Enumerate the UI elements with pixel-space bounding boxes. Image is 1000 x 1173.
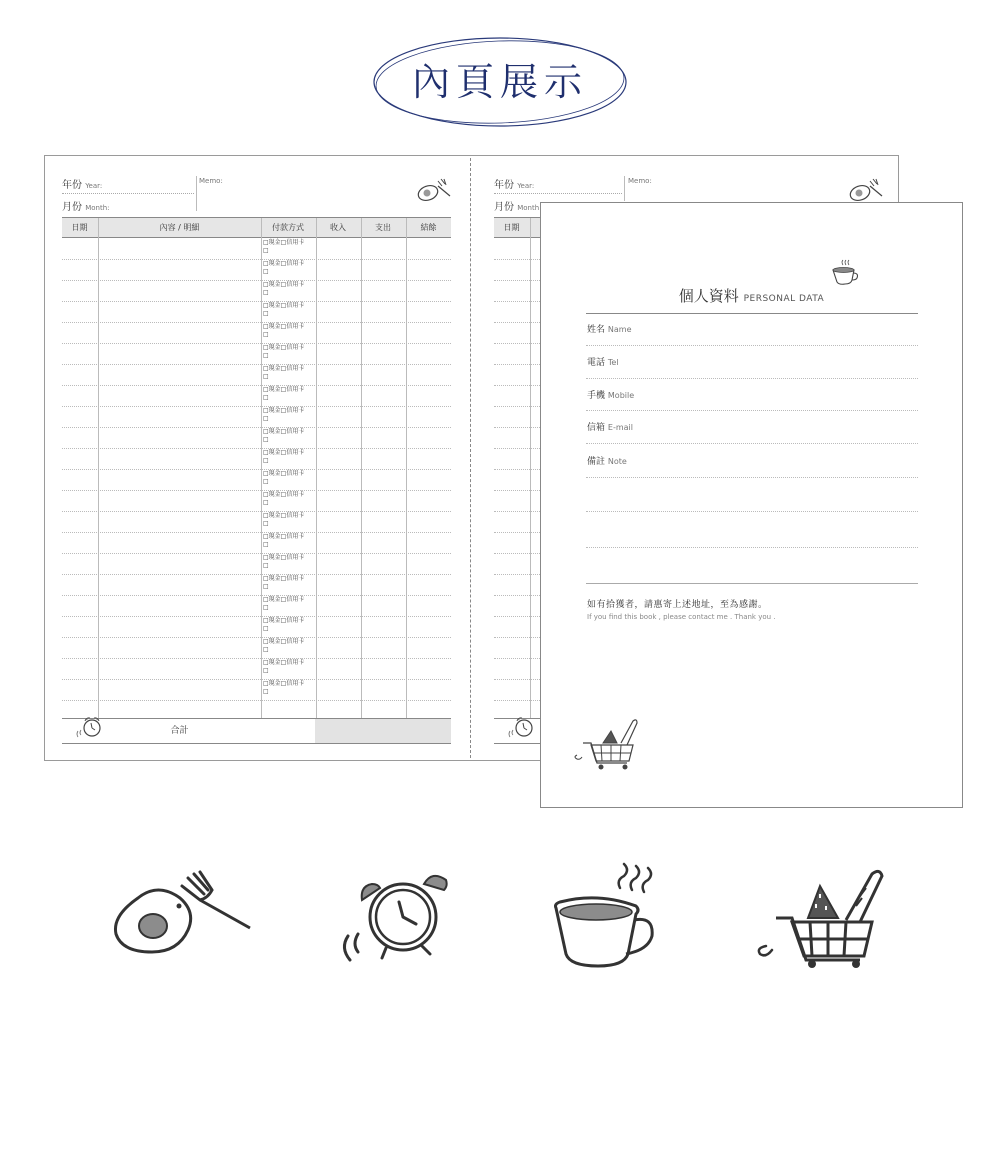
table-row-right bbox=[494, 385, 540, 386]
payment-options[interactable] bbox=[263, 491, 304, 507]
card-bottom-rule bbox=[586, 583, 918, 584]
finder-message-en: If you find this book , please contact me . Thank you . bbox=[587, 613, 776, 621]
payment-cash-credit-checkboxes[interactable]: □現金□信用卡 bbox=[263, 302, 305, 309]
total-label: 合計 bbox=[170, 726, 189, 736]
table-row bbox=[62, 637, 451, 638]
payment-options[interactable] bbox=[263, 323, 304, 339]
field-line bbox=[586, 410, 918, 411]
table-row bbox=[62, 532, 451, 533]
payment-options[interactable] bbox=[263, 365, 304, 381]
table-row-right bbox=[494, 490, 540, 491]
col-balance: 結餘 bbox=[420, 223, 437, 232]
payment-other-checkbox[interactable]: □ bbox=[263, 604, 269, 611]
table-row bbox=[62, 658, 451, 659]
month-field-right bbox=[494, 198, 539, 213]
payment-cash-credit-checkboxes[interactable]: □現金□信用卡 bbox=[263, 575, 305, 582]
table-row-right bbox=[494, 700, 540, 701]
payment-cash-credit-checkboxes[interactable]: □現金□信用卡 bbox=[263, 260, 305, 267]
table-row-right bbox=[494, 259, 540, 260]
payment-cash-credit-checkboxes[interactable]: □現金□信用卡 bbox=[263, 554, 305, 561]
table-row-right bbox=[494, 448, 540, 449]
payment-other-checkbox[interactable]: □ bbox=[263, 394, 269, 401]
field-mobile bbox=[587, 388, 634, 401]
payment-options[interactable] bbox=[263, 659, 304, 675]
table-row bbox=[62, 553, 451, 554]
field-mobile-en: Mobile bbox=[607, 391, 635, 400]
total-shade bbox=[315, 719, 451, 743]
payment-other-checkbox[interactable]: □ bbox=[263, 268, 269, 275]
field-name bbox=[587, 322, 632, 335]
payment-other-checkbox[interactable]: □ bbox=[263, 373, 269, 380]
table-row bbox=[62, 427, 451, 428]
field-line bbox=[586, 443, 918, 444]
table-row bbox=[62, 343, 451, 344]
year-field bbox=[62, 176, 102, 191]
month-label-en-right: Month bbox=[517, 204, 540, 212]
year-label-right: 年份 bbox=[494, 180, 514, 191]
memo-label: Memo: bbox=[199, 177, 223, 185]
field-line bbox=[586, 378, 918, 379]
field-mobile-cn: 手機 bbox=[587, 391, 606, 401]
table-row-right bbox=[494, 658, 540, 659]
payment-other-checkbox[interactable]: □ bbox=[263, 310, 269, 317]
card-title-en: PERSONAL DATA bbox=[743, 294, 825, 304]
payment-cash-credit-checkboxes[interactable]: □現金□信用卡 bbox=[263, 680, 305, 687]
card-title-cn: 個人資料 bbox=[678, 287, 739, 305]
payment-other-checkbox[interactable]: □ bbox=[263, 667, 269, 674]
payment-options[interactable] bbox=[263, 617, 304, 633]
table-row-right bbox=[494, 406, 540, 407]
table-row bbox=[62, 469, 451, 470]
year-line bbox=[62, 193, 194, 194]
table-row bbox=[62, 280, 451, 281]
page-title bbox=[370, 33, 630, 131]
payment-cash-credit-checkboxes[interactable]: □現金□信用卡 bbox=[263, 617, 305, 624]
payment-cash-credit-checkboxes[interactable]: □現金□信用卡 bbox=[263, 323, 305, 330]
column-separator bbox=[406, 218, 407, 718]
payment-options[interactable] bbox=[263, 386, 304, 402]
payment-cash-credit-checkboxes[interactable]: □現金□信用卡 bbox=[263, 638, 305, 645]
alarm-clock-icon-small bbox=[72, 713, 108, 743]
payment-other-checkbox[interactable]: □ bbox=[263, 688, 269, 695]
payment-options[interactable] bbox=[263, 638, 304, 654]
table-row-right bbox=[494, 595, 540, 596]
payment-options[interactable] bbox=[263, 302, 304, 318]
field-name-en: Name bbox=[607, 325, 632, 334]
personal-data-card bbox=[540, 202, 963, 808]
table-row bbox=[62, 616, 451, 617]
field-line bbox=[586, 547, 918, 548]
payment-other-checkbox[interactable]: □ bbox=[263, 352, 269, 359]
table-row-right bbox=[494, 637, 540, 638]
field-email-cn: 信箱 bbox=[587, 423, 606, 433]
payment-other-checkbox[interactable]: □ bbox=[263, 583, 269, 590]
field-line bbox=[586, 345, 918, 346]
column-separator bbox=[316, 218, 317, 718]
table-row-right bbox=[494, 301, 540, 302]
table-row-right bbox=[494, 427, 540, 428]
alarm-clock-icon-small-right bbox=[504, 713, 540, 743]
payment-cash-credit-checkboxes[interactable]: □現金□信用卡 bbox=[263, 428, 305, 435]
payment-other-checkbox[interactable]: □ bbox=[263, 289, 269, 296]
payment-options[interactable] bbox=[263, 449, 304, 465]
table-row-right bbox=[494, 679, 540, 680]
field-line bbox=[586, 511, 918, 512]
year-line-right bbox=[494, 193, 622, 194]
alarm-clock-icon-large bbox=[336, 862, 456, 966]
shopping-cart-icon-large bbox=[748, 866, 888, 970]
payment-options[interactable] bbox=[263, 554, 304, 570]
col-date-right: 日期 bbox=[503, 223, 520, 232]
field-note-cn: 備註 bbox=[587, 457, 606, 467]
payment-cash-credit-checkboxes[interactable]: □現金□信用卡 bbox=[263, 281, 305, 288]
payment-other-checkbox[interactable]: □ bbox=[263, 478, 269, 485]
coffee-cup-icon-small bbox=[829, 255, 863, 289]
payment-options[interactable] bbox=[263, 680, 304, 696]
coffee-cup-icon-large bbox=[550, 858, 660, 972]
table-row bbox=[62, 679, 451, 680]
total-row bbox=[62, 718, 451, 744]
table-row bbox=[62, 700, 451, 701]
year-field-right bbox=[494, 176, 534, 191]
payment-cash-credit-checkboxes[interactable]: □現金□信用卡 bbox=[263, 659, 305, 666]
col-date: 日期 bbox=[71, 223, 88, 232]
field-note bbox=[587, 454, 627, 467]
title-text: 內頁展示 bbox=[411, 60, 588, 104]
memo-label-right: Memo: bbox=[628, 177, 652, 185]
month-field bbox=[62, 198, 110, 213]
payment-options[interactable] bbox=[263, 344, 304, 360]
payment-other-checkbox[interactable]: □ bbox=[263, 331, 269, 338]
table-row bbox=[62, 364, 451, 365]
field-tel-cn: 電話 bbox=[587, 358, 606, 368]
ledger-table-left bbox=[62, 217, 451, 744]
payment-other-checkbox[interactable]: □ bbox=[263, 520, 269, 527]
payment-cash-credit-checkboxes[interactable]: □現金□信用卡 bbox=[263, 386, 305, 393]
table-row-right bbox=[494, 469, 540, 470]
col-income: 收入 bbox=[330, 223, 346, 232]
col-payment: 付款方式 bbox=[272, 223, 304, 232]
column-separator bbox=[361, 218, 362, 718]
table-row bbox=[62, 511, 451, 512]
field-tel-en: Tel bbox=[607, 358, 619, 367]
month-label: 月份 bbox=[62, 202, 82, 213]
table-row bbox=[62, 448, 451, 449]
payment-cash-credit-checkboxes[interactable]: □現金□信用卡 bbox=[263, 533, 305, 540]
payment-other-checkbox[interactable]: □ bbox=[263, 646, 269, 653]
payment-options[interactable] bbox=[263, 575, 304, 591]
fried-egg-fork-icon bbox=[414, 176, 456, 204]
payment-other-checkbox[interactable]: □ bbox=[263, 457, 269, 464]
payment-cash-credit-checkboxes[interactable]: □現金□信用卡 bbox=[263, 407, 305, 414]
card-title bbox=[541, 285, 962, 306]
fried-egg-fork-icon-large bbox=[108, 868, 258, 964]
table-row-right bbox=[494, 343, 540, 344]
table-row-right bbox=[494, 553, 540, 554]
month-label-right: 月份 bbox=[494, 202, 514, 213]
payment-cash-credit-checkboxes[interactable]: □現金□信用卡 bbox=[263, 344, 305, 351]
shopping-cart-icon-small bbox=[571, 715, 643, 773]
payment-options[interactable] bbox=[263, 470, 304, 486]
field-name-cn: 姓名 bbox=[587, 325, 606, 335]
memo-divider-right bbox=[624, 176, 625, 201]
payment-options[interactable] bbox=[263, 407, 304, 423]
payment-options[interactable] bbox=[263, 533, 304, 549]
column-separator bbox=[98, 218, 99, 718]
field-email bbox=[587, 420, 633, 433]
center-fold-line bbox=[470, 158, 471, 758]
table-row bbox=[62, 406, 451, 407]
table-row bbox=[62, 385, 451, 386]
payment-options[interactable] bbox=[263, 596, 304, 612]
col-expense: 支出 bbox=[375, 223, 391, 232]
table-row-right bbox=[494, 322, 540, 323]
payment-options[interactable] bbox=[263, 239, 304, 255]
field-note-en: Note bbox=[607, 457, 627, 466]
payment-other-checkbox[interactable]: □ bbox=[263, 499, 269, 506]
table-row bbox=[62, 574, 451, 575]
col-detail: 內容 / 明細 bbox=[159, 223, 200, 232]
table-row bbox=[62, 490, 451, 491]
payment-cash-credit-checkboxes[interactable]: □現金□信用卡 bbox=[263, 239, 305, 246]
table-row bbox=[62, 322, 451, 323]
finder-message-cn: 如有拾獲者，請惠寄上述地址，至為感謝。 bbox=[587, 600, 768, 610]
card-title-rule bbox=[586, 313, 918, 314]
payment-options[interactable] bbox=[263, 281, 304, 297]
payment-cash-credit-checkboxes[interactable]: □現金□信用卡 bbox=[263, 596, 305, 603]
fried-egg-fork-icon-right bbox=[846, 176, 888, 204]
payment-other-checkbox[interactable]: □ bbox=[263, 562, 269, 569]
year-label: 年份 bbox=[62, 180, 82, 191]
table-row bbox=[62, 259, 451, 260]
payment-cash-credit-checkboxes[interactable]: □現金□信用卡 bbox=[263, 449, 305, 456]
table-row bbox=[62, 595, 451, 596]
payment-options[interactable] bbox=[263, 260, 304, 276]
table-row-right bbox=[494, 511, 540, 512]
payment-other-checkbox[interactable]: □ bbox=[263, 247, 269, 254]
payment-cash-credit-checkboxes[interactable]: □現金□信用卡 bbox=[263, 491, 305, 498]
table-row-right bbox=[494, 532, 540, 533]
payment-options[interactable] bbox=[263, 428, 304, 444]
payment-other-checkbox[interactable]: □ bbox=[263, 541, 269, 548]
payment-other-checkbox[interactable]: □ bbox=[263, 625, 269, 632]
field-line bbox=[586, 477, 918, 478]
year-label-en-right: Year: bbox=[517, 182, 535, 190]
table-row-right bbox=[494, 280, 540, 281]
field-tel bbox=[587, 355, 619, 368]
memo-divider bbox=[196, 176, 197, 211]
year-label-en: Year: bbox=[85, 182, 103, 190]
payment-options[interactable] bbox=[263, 512, 304, 528]
table-row-right bbox=[494, 364, 540, 365]
payment-other-checkbox[interactable]: □ bbox=[263, 415, 269, 422]
payment-cash-credit-checkboxes[interactable]: □現金□信用卡 bbox=[263, 512, 305, 519]
table-row-right bbox=[494, 616, 540, 617]
month-label-en: Month: bbox=[85, 204, 110, 212]
column-separator-right bbox=[530, 218, 531, 718]
table-row-right bbox=[494, 574, 540, 575]
table-row bbox=[62, 301, 451, 302]
payment-cash-credit-checkboxes[interactable]: □現金□信用卡 bbox=[263, 470, 305, 477]
field-email-en: E-mail bbox=[607, 423, 633, 432]
payment-other-checkbox[interactable]: □ bbox=[263, 436, 269, 443]
column-separator bbox=[261, 218, 262, 718]
ledger-table-right bbox=[494, 217, 540, 744]
payment-cash-credit-checkboxes[interactable]: □現金□信用卡 bbox=[263, 365, 305, 372]
